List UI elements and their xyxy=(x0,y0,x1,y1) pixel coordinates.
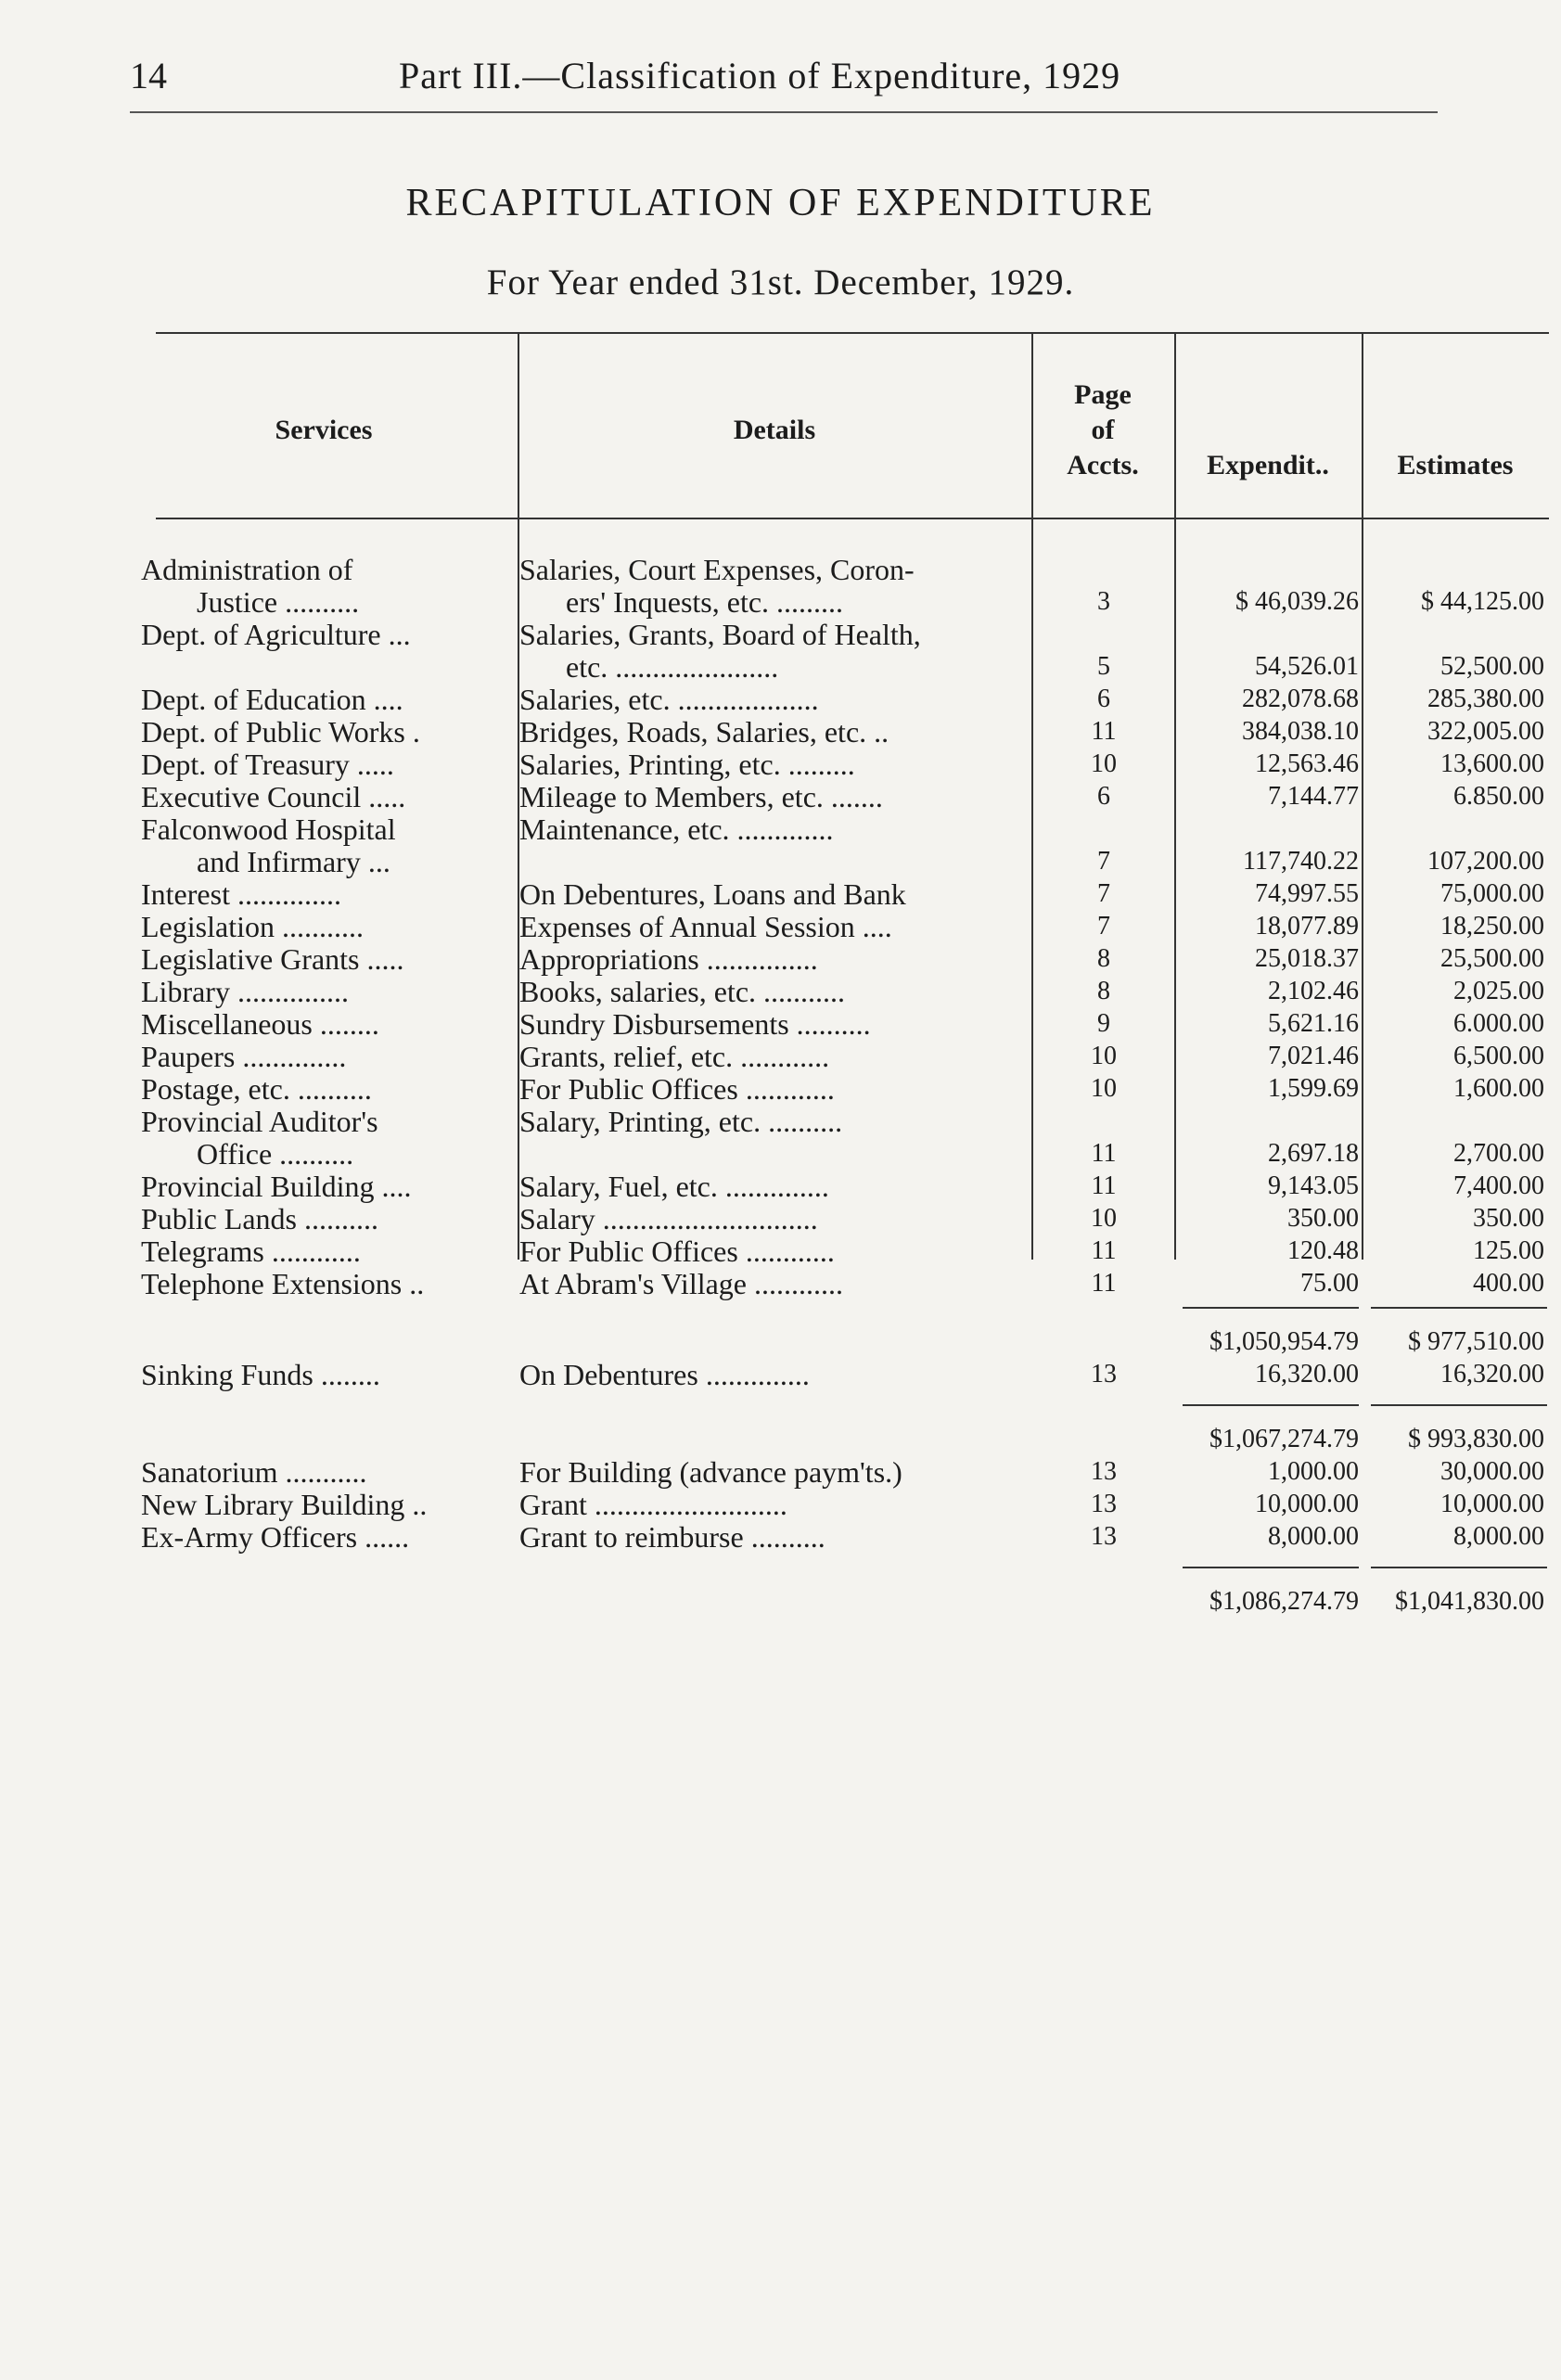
page-ref: 9 xyxy=(1097,1009,1110,1038)
estimate-value: 1,600.00 xyxy=(1453,1074,1544,1103)
detail-text: Salary ............................. xyxy=(519,1202,818,1235)
page-ref: 10 xyxy=(1091,749,1117,778)
col-header-page-l3: Accts. xyxy=(1067,450,1139,480)
page-ref: 11 xyxy=(1091,1139,1117,1168)
expenditure-value: 18,077.89 xyxy=(1255,912,1359,940)
estimate-value: 8,000.00 xyxy=(1453,1522,1544,1551)
header-rule xyxy=(130,111,1438,113)
page-ref: 10 xyxy=(1091,1074,1117,1103)
service-name: Provincial Building .... xyxy=(141,1170,412,1203)
expenditure-value: 54,526.01 xyxy=(1255,652,1359,681)
page-number: 14 xyxy=(130,55,167,96)
estimate-value: 16,320.00 xyxy=(1440,1360,1544,1388)
subtotal-estimate: $ 977,510.00 xyxy=(1408,1327,1544,1356)
estimate-value: 6.000.00 xyxy=(1453,1009,1544,1038)
service-name: Library ............... xyxy=(141,975,349,1008)
service-name: Ex-Army Officers ...... xyxy=(141,1520,410,1554)
detail-text: Salary, Printing, etc. .......... xyxy=(519,1105,843,1138)
expenditure-value: 16,320.00 xyxy=(1255,1360,1359,1388)
expenditure-value: 2,697.18 xyxy=(1268,1139,1359,1168)
col-header-estimates: Estimates xyxy=(1397,450,1514,480)
expenditure-value: 384,038.10 xyxy=(1242,717,1359,746)
expenditure-value: 120.48 xyxy=(1287,1236,1359,1265)
expenditure-value: 2,102.46 xyxy=(1268,977,1359,1005)
page-ref: 8 xyxy=(1097,944,1110,973)
grand-total-estimate: $1,041,830.00 xyxy=(1395,1587,1544,1616)
detail-text: Salary, Fuel, etc. .............. xyxy=(519,1170,829,1203)
expenditure-value: 7,021.46 xyxy=(1268,1042,1359,1070)
service-name: Administration of xyxy=(141,553,353,586)
page-ref: 11 xyxy=(1091,717,1117,746)
page-ref: 7 xyxy=(1097,847,1110,876)
col-header-page-l2: of xyxy=(1091,415,1115,445)
estimate-value: 400.00 xyxy=(1473,1269,1544,1298)
total-rule xyxy=(1371,1307,1547,1309)
service-name: Dept. of Treasury ..... xyxy=(141,748,394,781)
detail-text: On Debentures .............. xyxy=(519,1358,810,1391)
detail-text: Salaries, Grants, Board of Health, xyxy=(519,618,921,651)
service-name: New Library Building .. xyxy=(141,1488,428,1521)
total-rule xyxy=(1183,1567,1359,1568)
estimate-value: 350.00 xyxy=(1473,1204,1544,1233)
expenditure-value: 117,740.22 xyxy=(1243,847,1359,876)
page-ref: 3 xyxy=(1097,587,1110,616)
expenditure-value: $ 46,039.26 xyxy=(1235,587,1359,616)
estimate-value: 52,500.00 xyxy=(1440,652,1544,681)
expenditure-value: 74,997.55 xyxy=(1255,879,1359,908)
estimate-value: 7,400.00 xyxy=(1453,1171,1544,1200)
expenditure-value: 1,599.69 xyxy=(1268,1074,1359,1103)
service-name: Dept. of Agriculture ... xyxy=(141,618,411,651)
col-header-details: Details xyxy=(733,415,816,445)
detail-text: Salaries, Court Expenses, Coron- xyxy=(519,553,915,586)
service-name: Legislation ........... xyxy=(141,910,364,943)
total-rule xyxy=(1183,1307,1359,1309)
expenditure-value: 7,144.77 xyxy=(1268,782,1359,811)
subtotal-expenditure: $1,050,954.79 xyxy=(1209,1327,1359,1356)
estimate-value: 285,380.00 xyxy=(1427,685,1544,713)
service-name: Legislative Grants ..... xyxy=(141,942,404,976)
estimate-value: 6,500.00 xyxy=(1453,1042,1544,1070)
estimate-value: 10,000.00 xyxy=(1440,1490,1544,1518)
service-name: Justice .......... xyxy=(197,585,360,619)
expenditure-value: 8,000.00 xyxy=(1268,1522,1359,1551)
detail-text: Sundry Disbursements .......... xyxy=(519,1007,871,1041)
expenditure-value: 25,018.37 xyxy=(1255,944,1359,973)
page-ref: 11 xyxy=(1091,1236,1117,1265)
page-ref: 10 xyxy=(1091,1042,1117,1070)
col-header-expenditure: Expendit.. xyxy=(1207,450,1329,480)
running-title: Part III.—Classification of Expenditure, 1929 xyxy=(399,55,1121,96)
estimate-value: 30,000.00 xyxy=(1440,1457,1544,1486)
page-ref: 6 xyxy=(1097,685,1110,713)
document-title: RECAPITULATION OF EXPENDITURE xyxy=(405,182,1156,224)
service-name: Postage, etc. .......... xyxy=(141,1072,372,1106)
detail-text: For Public Offices ............ xyxy=(519,1072,835,1106)
service-name: Public Lands .......... xyxy=(141,1202,378,1235)
estimate-value: 75,000.00 xyxy=(1440,879,1544,908)
table-top-rule xyxy=(156,332,1549,334)
col-header-page-l1: Page xyxy=(1074,379,1132,410)
page-ref: 13 xyxy=(1091,1490,1117,1518)
service-name: Telegrams ............ xyxy=(141,1235,361,1268)
page-ref: 11 xyxy=(1091,1171,1117,1200)
estimate-value: 125.00 xyxy=(1473,1236,1544,1265)
page-ref: 13 xyxy=(1091,1360,1117,1388)
detail-text: Bridges, Roads, Salaries, etc. .. xyxy=(519,715,889,749)
detail-text: Appropriations ............... xyxy=(519,942,818,976)
total-rule xyxy=(1371,1404,1547,1406)
estimate-value: 25,500.00 xyxy=(1440,944,1544,973)
page-ref: 7 xyxy=(1097,912,1110,940)
expenditure-value: 12,563.46 xyxy=(1255,749,1359,778)
detail-text: Expenses of Annual Session .... xyxy=(519,910,892,943)
page-ref: 5 xyxy=(1097,652,1110,681)
service-name: Paupers .............. xyxy=(141,1040,347,1073)
expenditure-value: 350.00 xyxy=(1287,1204,1359,1233)
expenditure-value: 10,000.00 xyxy=(1255,1490,1359,1518)
service-name: Sanatorium ........... xyxy=(141,1455,367,1489)
detail-text: For Building (advance paym'ts.) xyxy=(519,1455,902,1489)
expenditure-value: 75.00 xyxy=(1300,1269,1359,1298)
estimate-value: 2,700.00 xyxy=(1453,1139,1544,1168)
detail-text: Maintenance, etc. ............. xyxy=(519,813,834,846)
detail-text: Grant .......................... xyxy=(519,1488,787,1521)
service-name: Interest .............. xyxy=(141,877,341,911)
detail-text: etc. ...................... xyxy=(566,650,779,684)
service-name: Provincial Auditor's xyxy=(141,1105,378,1138)
detail-text: Salaries, etc. ................... xyxy=(519,683,819,716)
detail-text: For Public Offices ............ xyxy=(519,1235,835,1268)
detail-text: Grants, relief, etc. ............ xyxy=(519,1040,830,1073)
service-name: Telephone Extensions .. xyxy=(141,1267,425,1300)
page-ref: 11 xyxy=(1091,1269,1117,1298)
subtotal-expenditure: $1,067,274.79 xyxy=(1209,1425,1359,1453)
estimate-value: $ 44,125.00 xyxy=(1421,587,1544,616)
service-name: Falconwood Hospital xyxy=(141,813,396,846)
estimate-value: 13,600.00 xyxy=(1440,749,1544,778)
expenditure-value: 1,000.00 xyxy=(1268,1457,1359,1486)
page-ref: 7 xyxy=(1097,879,1110,908)
page-ref: 6 xyxy=(1097,782,1110,811)
grand-total-expenditure: $1,086,274.79 xyxy=(1209,1587,1359,1616)
table-header-rule xyxy=(156,518,1549,519)
service-name: Dept. of Public Works . xyxy=(141,715,420,749)
expenditure-value: 282,078.68 xyxy=(1242,685,1359,713)
service-name: Sinking Funds ........ xyxy=(141,1358,380,1391)
subtotal-estimate: $ 993,830.00 xyxy=(1408,1425,1544,1453)
page-header xyxy=(130,54,1438,109)
detail-text: Grant to reimburse .......... xyxy=(519,1520,825,1554)
estimate-value: 107,200.00 xyxy=(1427,847,1544,876)
detail-text: Mileage to Members, etc. ....... xyxy=(519,780,883,813)
detail-text: ers' Inquests, etc. ......... xyxy=(566,585,844,619)
total-rule xyxy=(1371,1567,1547,1568)
expenditure-table xyxy=(130,332,1549,1616)
page-ref: 8 xyxy=(1097,977,1110,1005)
service-name: Miscellaneous ........ xyxy=(141,1007,379,1041)
estimate-value: 322,005.00 xyxy=(1427,717,1544,746)
service-name: Office .......... xyxy=(197,1137,354,1171)
estimate-value: 18,250.00 xyxy=(1440,912,1544,940)
estimate-value: 6.850.00 xyxy=(1453,782,1544,811)
page-ref: 10 xyxy=(1091,1204,1117,1233)
service-name: Dept. of Education .... xyxy=(141,683,403,716)
service-name: Executive Council ..... xyxy=(141,780,406,813)
page-ref: 13 xyxy=(1091,1457,1117,1486)
expenditure-value: 9,143.05 xyxy=(1268,1171,1359,1200)
col-header-services: Services xyxy=(275,415,373,445)
estimate-value: 2,025.00 xyxy=(1453,977,1544,1005)
expenditure-value: 5,621.16 xyxy=(1268,1009,1359,1038)
detail-text: On Debentures, Loans and Bank xyxy=(519,877,906,911)
total-rule xyxy=(1183,1404,1359,1406)
detail-text: At Abram's Village ............ xyxy=(519,1267,843,1300)
document-subtitle: For Year ended 31st. December, 1929. xyxy=(486,262,1075,302)
service-name: and Infirmary ... xyxy=(197,845,390,878)
detail-text: Salaries, Printing, etc. ......... xyxy=(519,748,855,781)
page-ref: 13 xyxy=(1091,1522,1117,1551)
detail-text: Books, salaries, etc. ........... xyxy=(519,975,846,1008)
